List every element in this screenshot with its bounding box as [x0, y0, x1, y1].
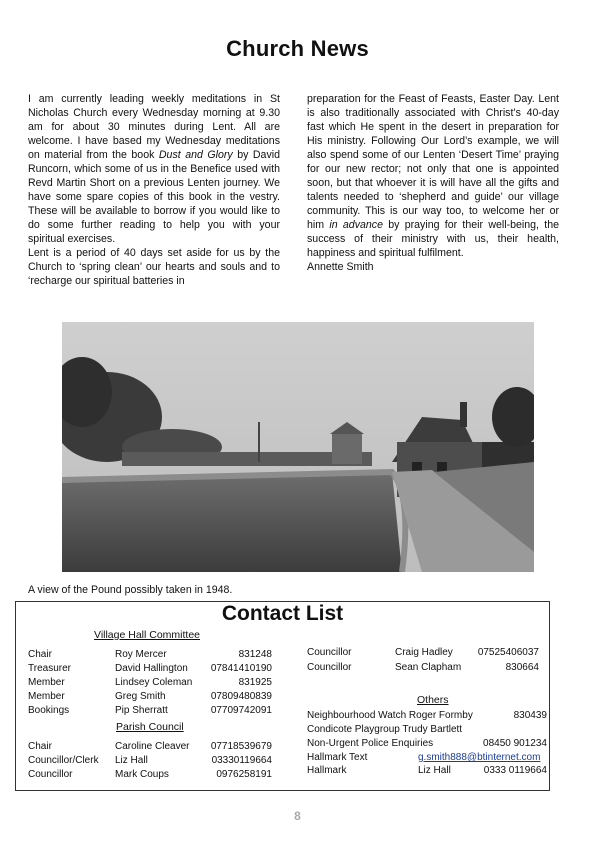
article-text: I am currently leading weekly meditations in St Nicholas Church every Wednesday morning at 9.30 am for about 30 minutes during Lent. All are welcome. I have based my Wednesday meditations on material from the book	[28, 93, 280, 161]
contact-phone: 03330119664	[211, 755, 272, 766]
contact-name: Sean Clapham	[395, 662, 462, 673]
contact-hallmark: Hallmark	[307, 765, 347, 776]
contact-role: Chair	[28, 741, 52, 752]
section-heading-parish-council: Parish Council	[116, 721, 184, 733]
contact-phone: 0333 0119664	[483, 765, 547, 776]
article-text: by David Runcorn, which some of us in the Benefice used with Revd Martin Short on a previous Lenten journey. We have some spare copies of this book in the vestry. These will be available to borrow if you would like to do some further reading to help you with your spiritual exercises.	[28, 149, 280, 245]
article-paragraph	[307, 92, 559, 260]
contact-name: Mark Coups	[115, 769, 169, 780]
contact-phone: 07709742091	[210, 705, 272, 716]
contact-phone: 07841410190	[210, 663, 272, 674]
article-text: preparation for the Feast of Feasts, Easter Day. Lent is also traditionally associated with Christ’s 40-day fast which He spent in the desert in preparation for His ministry. Following Our Lord’s example, we will also spend some of our Lenten ‘Desert Time’ praying for our new rector; not only that one is appointed soon, but that whoever it is will have all the gifts and talents needed to ‘shepherd and guide’ our village community. This is our way too, to welcome her or him	[307, 93, 559, 231]
emphasis-text: in advance	[329, 219, 383, 231]
contact-phone: 831925	[238, 677, 272, 688]
email-link[interactable]: g.smith888@btinternet.com	[418, 752, 541, 763]
photo-caption: A view of the Pound possibly taken in 1948.	[28, 584, 233, 596]
article-paragraph: Lent is a period of 40 days set aside for us by the Church to ‘spring clean’ our hearts and souls and to ‘recharge our spiritual batteries in	[28, 247, 280, 287]
article-column-left	[28, 92, 280, 288]
contact-name: Pip Sherratt	[115, 705, 168, 716]
contact-phone: 830439	[513, 710, 547, 721]
contact-name: Roy Mercer	[115, 649, 167, 660]
book-title: Dust and Glory	[158, 149, 233, 161]
article-paragraph	[28, 92, 280, 246]
contact-role: Councillor	[28, 769, 73, 780]
page-title: Church News	[226, 36, 369, 61]
contact-role: Bookings	[28, 705, 70, 716]
contact-phone: 08450 901234	[483, 738, 547, 749]
contact-phone: 831248	[238, 649, 272, 660]
contact-phone: 830664	[505, 662, 539, 673]
contact-name: Greg Smith	[115, 691, 166, 702]
contact-list-body	[16, 602, 549, 790]
contact-role: Member	[28, 691, 65, 702]
contact-hallmark-text: Hallmark Text	[307, 752, 368, 763]
contact-police: Non-Urgent Police Enquiries	[307, 738, 434, 749]
contact-playgroup: Condicote Playgroup Trudy Bartlett	[307, 724, 463, 735]
article-author: Annette Smith	[307, 261, 374, 273]
contact-name: Caroline Cleaver	[115, 741, 190, 752]
contact-name: Craig Hadley	[395, 647, 453, 658]
contact-neighbourhood-watch: Neighbourhood Watch Roger Formby	[307, 710, 473, 721]
contact-list-title: Contact List	[221, 602, 344, 625]
contact-phone: 07525406037	[477, 647, 539, 658]
contact-list-box	[15, 601, 550, 791]
article-column-right	[307, 92, 559, 274]
contact-role: Councillor	[307, 662, 352, 673]
contact-role: Chair	[28, 649, 52, 660]
contact-role: Member	[28, 677, 65, 688]
contact-role: Councillor	[307, 647, 352, 658]
section-heading-village-hall: Village Hall Committee	[94, 629, 201, 641]
section-heading-others: Others	[417, 694, 449, 706]
contact-phone: 07718539679	[210, 741, 272, 752]
contact-name: David Hallington	[115, 663, 188, 674]
contact-name: Liz Hall	[418, 765, 451, 776]
article-text: by praying for their well-being, the success of their ministry with us, their health, happiness and spiritual fulfilment.	[307, 219, 559, 259]
photo-illustration	[62, 322, 534, 572]
page-number: 8	[294, 809, 301, 823]
contact-phone: 0976258191	[216, 769, 272, 780]
contact-name: Lindsey Coleman	[115, 677, 193, 688]
historic-photo	[62, 322, 534, 572]
contact-phone: 07809480839	[210, 691, 272, 702]
contact-name: Liz Hall	[115, 755, 148, 766]
contact-role: Treasurer	[28, 663, 71, 674]
contact-role: Councillor/Clerk	[28, 755, 99, 766]
